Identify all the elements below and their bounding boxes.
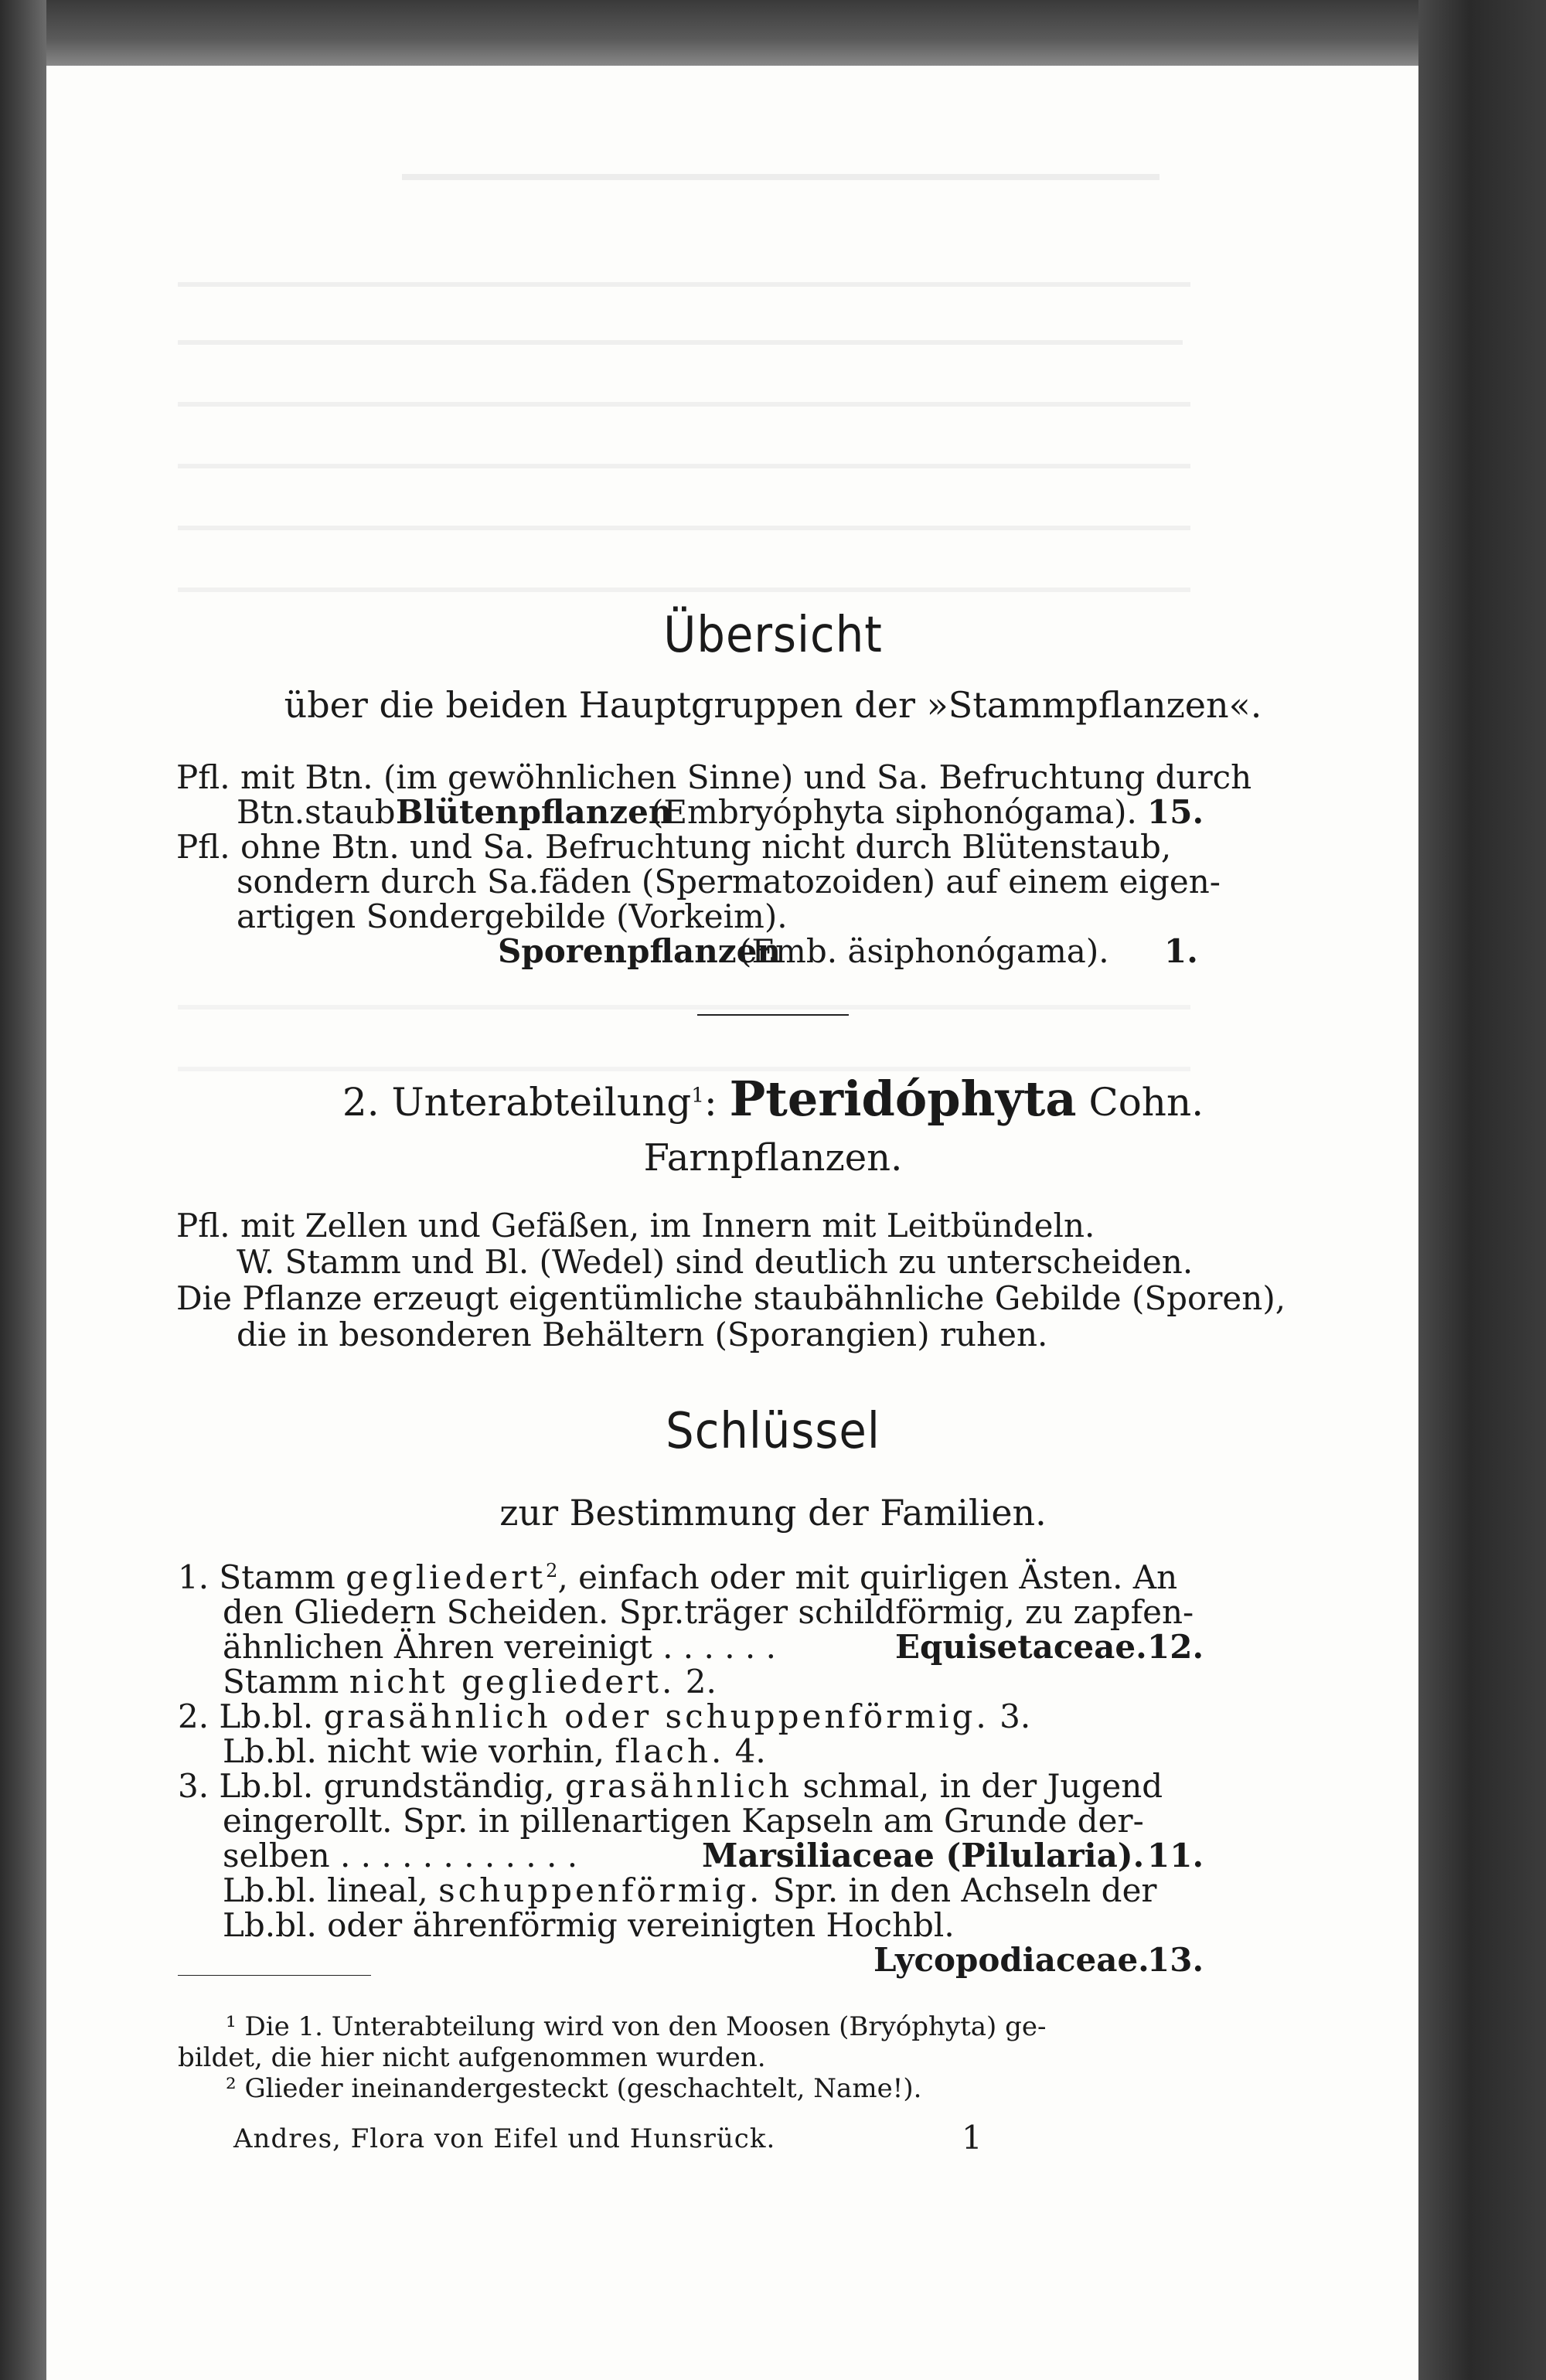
key-line-3a: ähnlichen Ähren vereinigt . . . . . . [223,1628,776,1666]
division-prefix: 2. Unterabteilung [342,1080,692,1125]
division-heading [0,1071,1546,1127]
overview-line-5: artigen Sondergebilde (Vorkeim). [237,897,788,935]
key-footnote-mark-2: 2 [546,1560,558,1582]
overview-subheading: über die beiden Hauptgruppen der »Stammpflanzen«. [284,684,1262,726]
key-family-marsiliaceae: Marsiliaceae (Pilularia). [702,1837,1145,1874]
overview-line-4: sondern durch Sa.fäden (Spermatozoiden) auf einem eigen- [237,863,1221,901]
overview-line-6b: (Emb. äsiphonógama). [739,932,1109,970]
section-divider [697,1014,849,1016]
key-heading: Schlüssel [666,1403,880,1460]
division-desc-4: die in besonderen Behältern (Sporangien) ruhen. [237,1316,1048,1353]
key-page-ref-13: 13. [1147,1941,1204,1979]
key-line-1: 1. Stamm gegliedert$^2$, einfach oder mit quirligen Ästen. An [178,1558,1178,1596]
key-line-4: Stamm nicht gegliedert. 2. [223,1663,717,1701]
key-page-ref-12: 12. [1147,1628,1204,1666]
key-line-10: Lb.bl. lineal, schuppenförmig. Spr. in den Achseln der [223,1871,1157,1909]
key-subheading: zur Bestimmung der Familien. [499,1492,1047,1534]
overview-page-ref-1: 1. [1164,932,1198,970]
overview-heading: Übersicht [663,607,883,664]
division-desc-1: Pfl. mit Zellen und Gefäßen, im Innern mit Leitbündeln. [176,1207,1095,1244]
key-family-equisetaceae: Equisetaceae. [895,1628,1147,1666]
footnote-1-line-2: bildet, die hier nicht aufgenommen wurden. [178,2042,766,2073]
division-footnote-mark: 1 [691,1084,704,1108]
division-common-name: Farnpflanzen. [643,1136,903,1180]
division-name: Pteridóphyta [729,1071,1077,1127]
overview-sporenpflanzen: Sporenpflanzen [498,932,781,970]
division-colon: : [703,1080,717,1125]
book-edge-left [0,0,46,2380]
key-line-5: 2. Lb.bl. grasähnlich oder schuppenförmig. 3. [178,1697,1031,1735]
overview-line-1: Pfl. mit Btn. (im gewöhnlichen Sinne) und Sa. Befruchtung durch [176,758,1252,796]
key-line-9a: selben . . . . . . . . . . . . [223,1837,578,1874]
division-desc-2: W. Stamm und Bl. (Wedel) sind deutlich zu unterscheiden. [237,1243,1194,1281]
overview-line-3: Pfl. ohne Btn. und Sa. Befruchtung nicht durch Blütenstaub, [176,828,1172,866]
overview-line-2a: Btn.staub [237,793,396,831]
footnote-rule [178,1975,371,1976]
footer-source: Andres, Flora von Eifel und Hunsrück. [233,2123,776,2154]
key-line-2: den Gliedern Scheiden. Spr.träger schildförmig, zu zapfen- [223,1593,1194,1631]
key-page-ref-11: 11. [1147,1837,1204,1874]
key-line-11: Lb.bl. oder ährenförmig vereinigten Hochbl. [223,1906,955,1944]
book-edge-top [0,0,1422,66]
book-edge-right [1418,0,1546,2380]
division-author: Cohn. [1088,1080,1204,1125]
key-line-6: Lb.bl. nicht wie vorhin, flach. 4. [223,1732,766,1770]
footnote-2: ² Glieder ineinandergesteckt (geschachtelt, Name!). [226,2073,922,2104]
overview-page-ref-15: 15. [1147,793,1204,831]
key-line-8: eingerollt. Spr. in pillenartigen Kapseln am Grunde der- [223,1802,1144,1840]
key-line-7: 3. Lb.bl. grundständig, grasähnlich schmal, in der Jugend [178,1767,1163,1805]
overview-line-2c: (Embryóphyta siphonógama). [651,793,1137,831]
division-desc-3: Die Pflanze erzeugt eigentümliche staubähnliche Gebilde (Sporen), [176,1279,1286,1317]
footer-signature: 1 [962,2119,982,2157]
key-term-gegliedert: gegliedert [346,1558,547,1596]
footnote-1-line-1: ¹ Die 1. Unterabteilung wird von den Moosen (Bryóphyta) ge- [226,2011,1047,2042]
key-family-lycopodiaceae: Lycopodiaceae. [873,1941,1149,1979]
overview-blütenpflanzen: Blütenpflanzen [396,793,673,831]
